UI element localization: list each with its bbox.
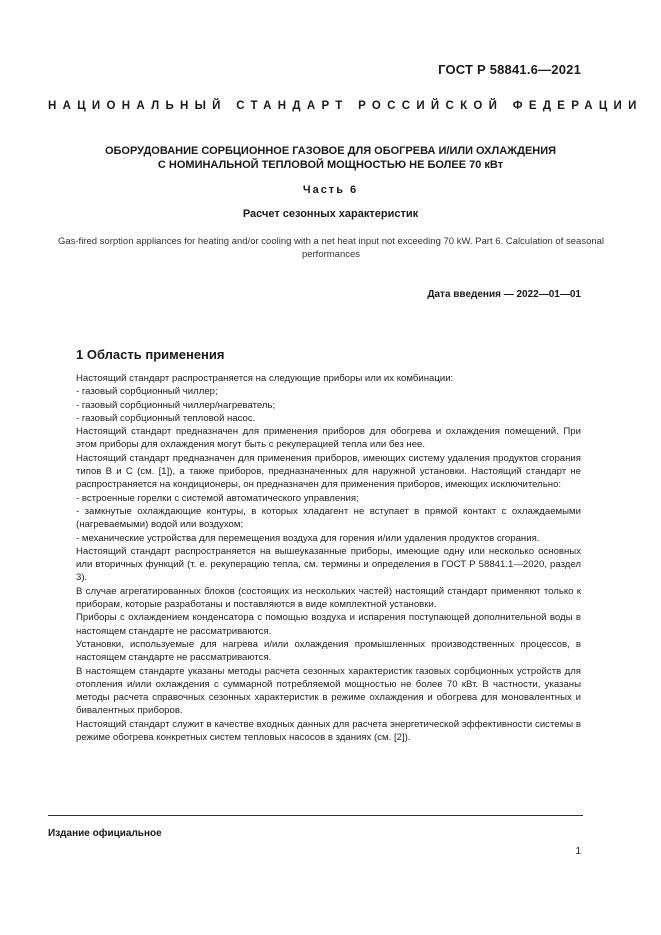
paragraph: Настоящий стандарт распространяется на вышеуказанные приборы, имеющие одну или несколько основных или вторичных функций (т. е. рекуперацию тепла, см. термины и определения в ГОСТ Р 58841.1—2020, раздел 3). <box>76 545 581 584</box>
list-item: - замкнутые охлаждающие контуры, в которых хладагент не вступает в прямой контакт с охлаждаемыми (нагреваемыми) водой или воздухом; <box>76 505 581 531</box>
paragraph: Настоящий стандарт распространяется на следующие приборы или их комбинации: <box>76 373 454 384</box>
list-item: - встроенные горелки с системой автоматического управления; <box>76 492 359 504</box>
section-heading: 1 Область применения <box>76 347 225 362</box>
introduction-date: Дата введения — 2022—01—01 <box>427 289 581 300</box>
page-number: 1 <box>575 846 581 857</box>
standard-number: ГОСТ Р 58841.6—2021 <box>438 62 581 77</box>
paragraph: Настоящий стандарт предназначен для применения приборов для обогрева и охлаждения помещений. При этом приборы для охлаждения могут быть с рекуперацией тепла или без нее. <box>76 426 581 451</box>
paragraph: Настоящий стандарт предназначен для применения приборов, имеющих систему удаления продуктов сгорания типов B и C (см. [1]), а также приборов, предназначенных для наружной установки. Настоящий стандарт не распространяется на кондиционеры, он предназначен для применения приборов, имеющих исключительно: <box>76 452 581 491</box>
list-item: - механические устройства для перемещения воздуха для горения и/или удаления продуктов сгорания. <box>76 532 540 544</box>
title-line-2: С НОМИНАЛЬНОЙ ТЕПЛОВОЙ МОЩНОСТЬЮ НЕ БОЛЕЕ 70 кВт <box>157 159 504 171</box>
title-line-1: ОБОРУДОВАНИЕ СОРБЦИОННОЕ ГАЗОВОЕ ДЛЯ ОБОГРЕВА И/ИЛИ ОХЛАЖДЕНИЯ <box>104 145 557 157</box>
footer-divider <box>48 815 583 816</box>
paragraph: Настоящий стандарт служит в качестве входных данных для расчета энергетической эффективности системы в режиме обогрева конкретных систем тепловых насосов в зданиях (см. [2]). <box>76 718 581 744</box>
national-standard-banner: НАЦИОНАЛЬНЫЙ СТАНДАРТ РОССИЙСКОЙ ФЕДЕРАЦИИ <box>48 100 643 112</box>
list-item: - газовый сорбционный чиллер/нагреватель; <box>76 399 276 411</box>
part-label: Часть 6 <box>302 184 359 196</box>
section-body <box>76 372 581 744</box>
paragraph: В настоящем стандарте указаны методы расчета сезонных характеристик газовых сорбционных устройств для отопления и/или охлаждения с суммарной потребляемой мощностью не более 70 кВт. В частности, указаны методы расчета справочных сезонных характеристик в режиме охлаждения и обогрева для моновалентных и бивалентных приборов. <box>76 665 581 717</box>
official-edition-label: Издание официальное <box>48 828 162 839</box>
list-item: - газовый сорбционный тепловой насос. <box>76 412 256 424</box>
paragraph: Установки, используемые для нагрева и/или охлаждения промышленных производственных процессов, в настоящем стандарте не рассматриваются. <box>76 638 581 664</box>
list-item: - газовый сорбционный чиллер; <box>76 386 218 398</box>
document-title-en: Gas-fired sorption appliances for heating and/or cooling with a net heat input not exceeding 70 kW. Part 6. Calculation of seasonal performances <box>57 236 605 260</box>
document-subtitle: Расчет сезонных характеристик <box>242 208 419 220</box>
paragraph: Приборы с охлаждением конденсатора с помощью воздуха и испарения поступающей дополнительной воды в настоящем стандарте не рассматриваются. <box>76 612 581 637</box>
paragraph: В случае агрегатированных блоков (состоящих из нескольких частей) настоящий стандарт применяют только к приборам, которые разработаны и поставляются в виде комплектной установки. <box>76 585 581 611</box>
document-title-ru <box>60 144 601 172</box>
